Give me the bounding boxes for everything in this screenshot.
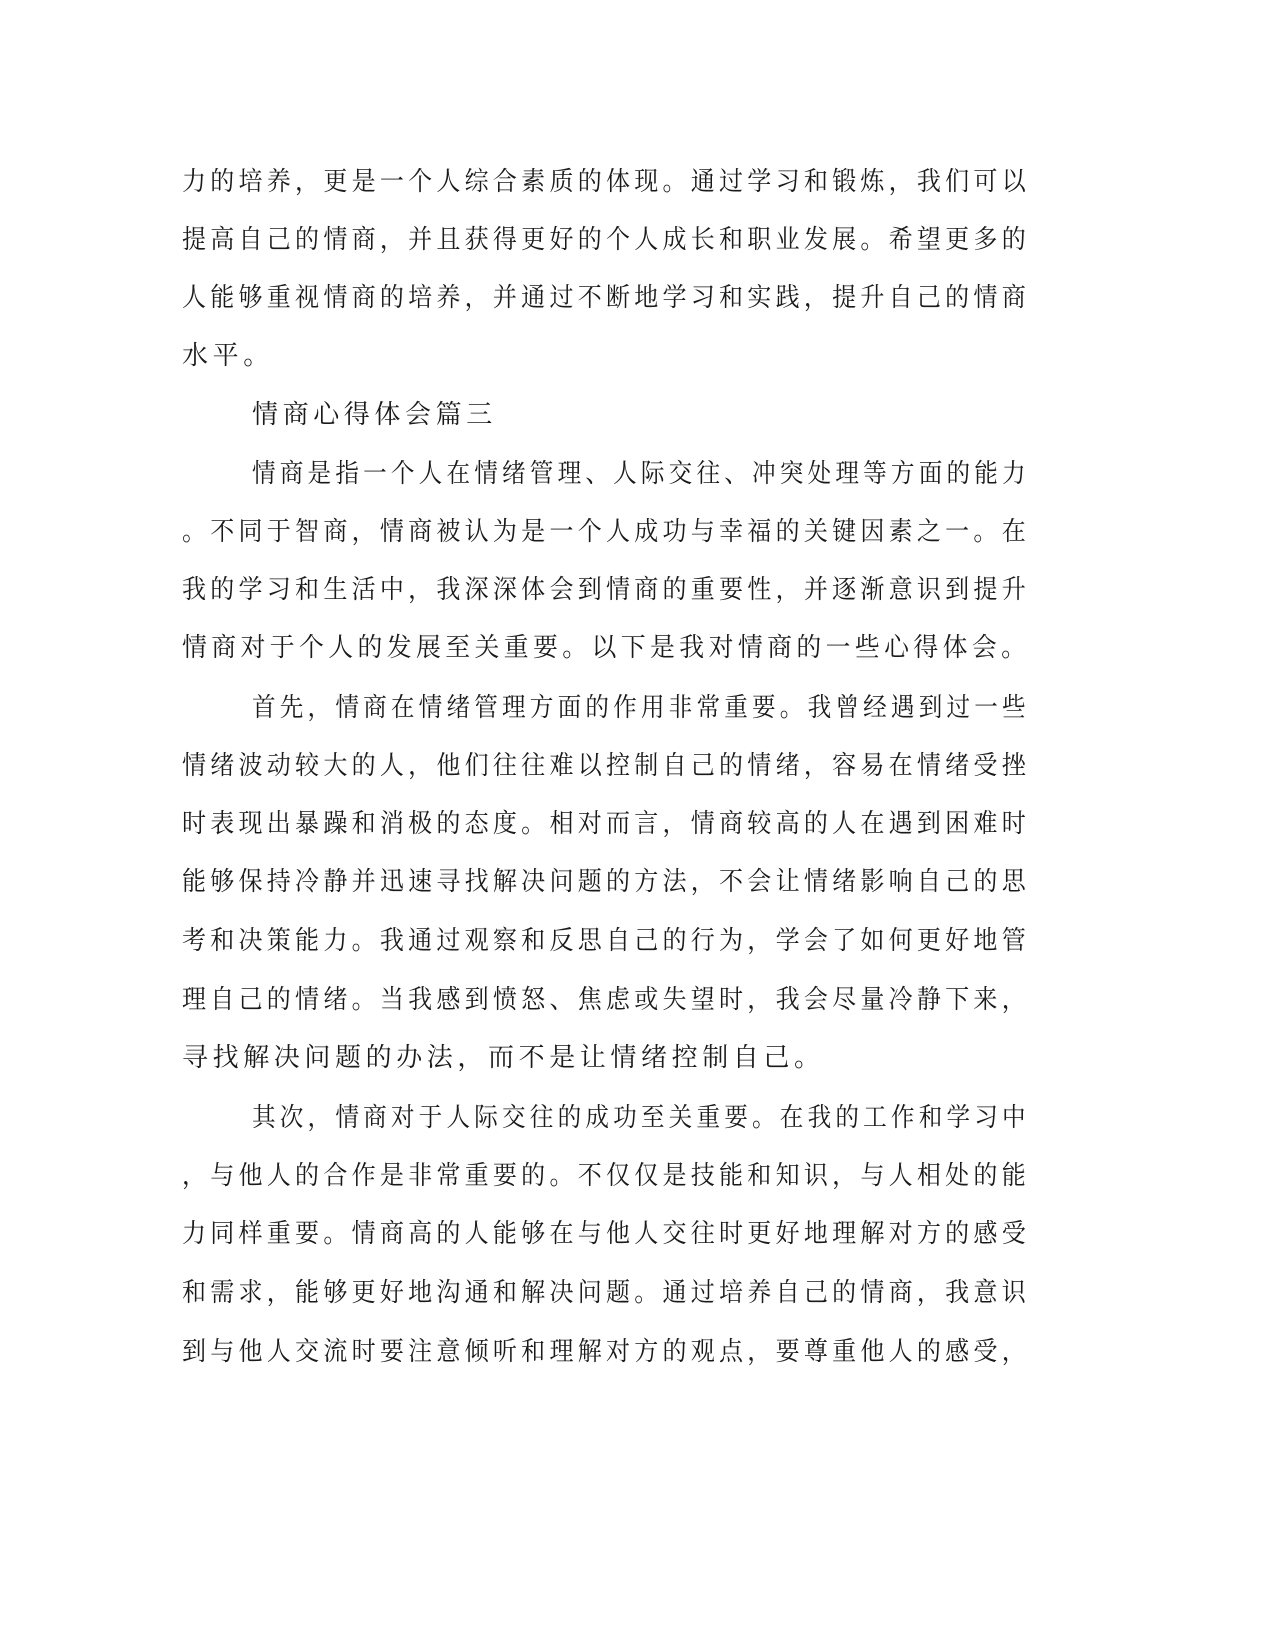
paragraph-line: 提高自己的情商，并且获得更好的个人成长和职业发展。希望更多的	[182, 225, 1030, 255]
paragraph-line: 我的学习和生活中，我深深体会到情商的重要性，并逐渐意识到提升	[182, 575, 1030, 605]
paragraph-line: 其次，情商对于人际交往的成功至关重要。在我的工作和学习中	[252, 1103, 1030, 1133]
paragraph-line: 能够保持冷静并迅速寻找解决问题的方法，不会让情绪影响自己的思	[182, 867, 1030, 897]
paragraph-line: 和需求，能够更好地沟通和解决问题。通过培养自己的情商，我意识	[182, 1278, 1030, 1308]
paragraph-line: 情商是指一个人在情绪管理、人际交往、冲突处理等方面的能力	[252, 459, 1030, 489]
paragraph-line: 人能够重视情商的培养，并通过不断地学习和实践，提升自己的情商	[182, 283, 1030, 313]
paragraph-line: 水平。	[182, 341, 274, 371]
paragraph-line: 。不同于智商，情商被认为是一个人成功与幸福的关键因素之一。在	[182, 517, 1030, 547]
paragraph-line: 情绪波动较大的人，他们往往难以控制自己的情绪，容易在情绪受挫	[182, 751, 1030, 781]
paragraph-line: 力同样重要。情商高的人能够在与他人交往时更好地理解对方的感受	[182, 1219, 1030, 1249]
paragraph-line: 时表现出暴躁和消极的态度。相对而言，情商较高的人在遇到困难时	[182, 809, 1030, 839]
paragraph-line: 考和决策能力。我通过观察和反思自己的行为，学会了如何更好地管	[182, 926, 1030, 956]
paragraph-line: 首先，情商在情绪管理方面的作用非常重要。我曾经遇到过一些	[252, 693, 1030, 723]
paragraph-line: 理自己的情绪。当我感到愤怒、焦虑或失望时，我会尽量冷静下来，	[182, 985, 1030, 1015]
section-heading: 情商心得体会篇三	[252, 400, 497, 430]
paragraph-line: 到与他人交流时要注意倾听和理解对方的观点，要尊重他人的感受，	[182, 1337, 1030, 1367]
paragraph-line: 寻找解决问题的办法，而不是让情绪控制自己。	[182, 1043, 825, 1073]
paragraph-line: 情商对于个人的发展至关重要。以下是我对情商的一些心得体会。	[182, 633, 1031, 663]
paragraph-line: 力的培养，更是一个人综合素质的体现。通过学习和锻炼，我们可以	[182, 167, 1030, 197]
paragraph-line: ，与他人的合作是非常重要的。不仅仅是技能和知识，与人相处的能	[182, 1161, 1030, 1191]
